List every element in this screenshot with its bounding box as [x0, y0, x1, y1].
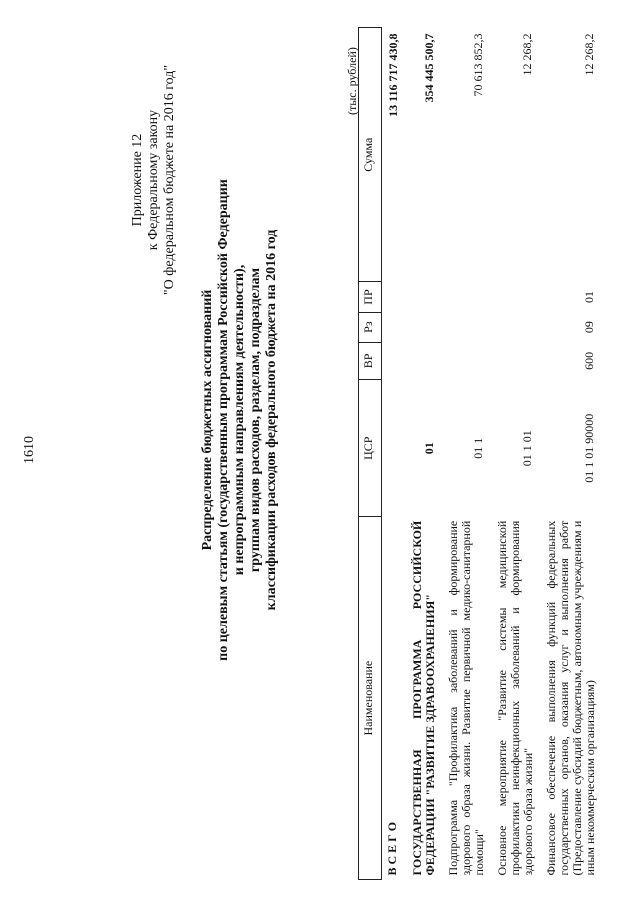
row-pr: 01	[582, 291, 596, 304]
title-line-4: группам видов расходов, разделам, подразделам	[248, 267, 263, 573]
header-vr: ВР	[359, 342, 382, 380]
header-rz: Рз	[359, 312, 382, 342]
row-csr: 01	[422, 442, 436, 455]
row-pr	[443, 282, 492, 312]
row-vr: 600	[582, 351, 596, 370]
row-sum: 12 268,2	[582, 33, 596, 76]
row-pr	[382, 282, 408, 312]
header-csr: ЦСР	[359, 380, 382, 517]
row-vr	[407, 342, 443, 380]
title-line-3: и непрограммным направлениям деятельности),	[232, 264, 247, 576]
page-number: 1610	[22, 436, 37, 464]
table-header-row	[359, 28, 382, 880]
row-name: В С Е Г О	[385, 821, 399, 876]
row-sum: 12 268,2	[520, 33, 534, 76]
table-row	[382, 28, 408, 880]
row-csr: 01 1 01 90000	[582, 413, 596, 483]
title-line-5: классификации расходов федерального бюджета на 2016 год	[264, 229, 279, 611]
header-pr: ПР	[359, 282, 382, 312]
header-sum: Сумма	[359, 28, 382, 282]
appendix-line-1: Приложение 12	[130, 133, 145, 227]
row-pr	[407, 282, 443, 312]
row-name: Основное мероприятие "Развитие системы медицинской профилактики неинфекционных заболеваний и формирования здорового образа жизни"	[495, 520, 535, 876]
rotated-content	[20, 25, 620, 880]
row-name: Подпрограмма "Профилактика заболеваний и формирование здорового образа жизни. Развитие первичной медико-санитарной помощи"	[446, 520, 486, 876]
table-row	[443, 28, 492, 880]
row-rz	[382, 312, 408, 342]
row-csr: 01 1	[471, 437, 485, 459]
title-line-2: по целевым статьям (государственным программам Российской Федерации	[216, 179, 231, 661]
row-rz: 09	[582, 321, 596, 334]
row-rz	[407, 312, 443, 342]
title-line-1: Распределение бюджетных ассигнований	[200, 289, 215, 551]
row-csr: 01 1 01	[520, 430, 534, 467]
row-pr	[492, 282, 541, 312]
row-rz	[443, 312, 492, 342]
header-name: Наименование	[359, 517, 382, 880]
row-sum: 13 116 717 430,8	[386, 33, 400, 117]
document-title	[200, 140, 280, 700]
row-sum: 70 613 852,3	[471, 33, 485, 97]
units-note: (тыс. рублей)	[345, 47, 359, 115]
row-name: Финансовое обеспечение выполнения функций федеральных государственных органов, оказания услуг и выполнения работ (Предоставление субсидий бюджетным, автономным учреждениям и иным некоммерческим организациям)	[544, 520, 597, 876]
row-name: ГОСУДАРСТВЕННАЯ ПРОГРАММА РОССИЙСКОЙ ФЕДЕРАЦИИ "РАЗВИТИЕ ЗДРАВООХРАНЕНИЯ"	[410, 520, 437, 876]
appendix-line-2: к Федеральному закону	[146, 109, 161, 251]
budget-table	[358, 27, 603, 880]
appendix-header	[130, 40, 178, 320]
row-vr	[382, 342, 408, 380]
table-row	[492, 28, 541, 880]
table-row	[407, 28, 443, 880]
table-row	[541, 28, 603, 880]
row-vr	[443, 342, 492, 380]
row-csr	[382, 380, 408, 517]
row-vr	[492, 342, 541, 380]
appendix-line-3: "О федеральном бюджете на 2016 год"	[162, 64, 177, 296]
row-rz	[492, 312, 541, 342]
row-sum: 354 445 500,7	[422, 33, 436, 103]
